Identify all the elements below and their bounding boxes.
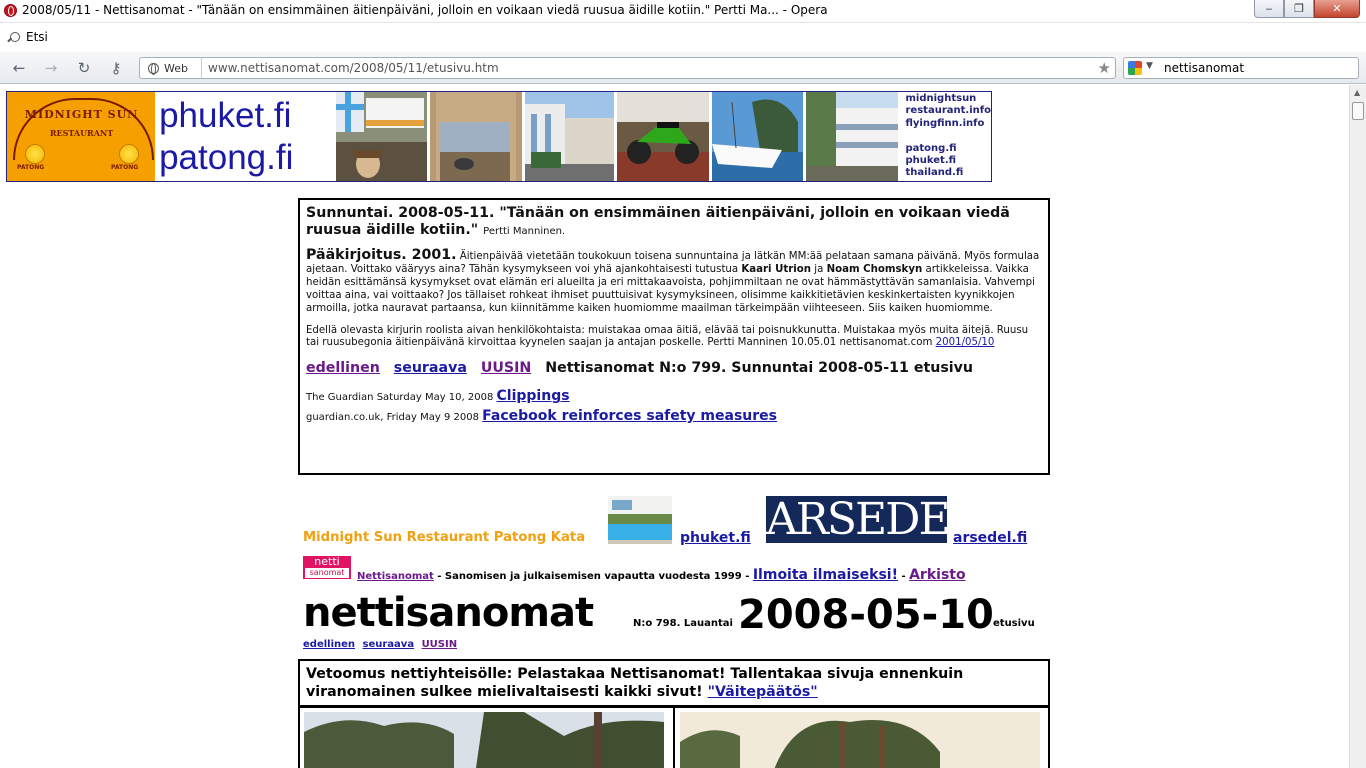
banner-link[interactable]: restaurant.info <box>905 105 991 117</box>
appeal-text: Vetoomus nettiyhteisölle: Pelastakaa Nettisanomat! Tallentakaa sivuja ennenkuin viranomainen sulkee mielivaltaisesti kaikki sivut! <box>306 666 964 700</box>
search-menu-item[interactable] <box>10 30 48 44</box>
trees-photo[interactable] <box>680 712 1040 768</box>
photo-divider <box>673 708 675 768</box>
globe-icon <box>148 63 159 74</box>
window-controls <box>1254 0 1360 18</box>
author-name: Noam Chomskyn <box>826 263 923 275</box>
author-name: Kaari Utrion <box>741 263 812 275</box>
phuket-ad-link[interactable]: phuket.fi <box>680 530 751 546</box>
forest-photo[interactable] <box>304 712 664 768</box>
tagline: Nettisanomat - Sanomisen ja julkaisemisen vapautta vuodesta 1999 - Ilmoita ilmaiseksi! - Arkisto <box>357 567 966 583</box>
next-issue-link[interactable]: seuraava <box>393 360 467 377</box>
banner-link[interactable]: thailand.fi <box>905 167 964 179</box>
banner-photo-motorbike[interactable] <box>617 92 708 181</box>
masthead-issue: N:o 798. Lauantai <box>633 618 733 629</box>
maximize-button[interactable]: ❐ <box>1284 0 1314 18</box>
banner-link-list[interactable] <box>901 92 991 181</box>
search-menu-label: Etsi <box>26 30 48 44</box>
page-viewport <box>0 85 1349 768</box>
domain-phuket[interactable]: phuket.fi <box>159 96 292 135</box>
navigation-toolbar <box>0 52 1366 84</box>
free-ad-link[interactable]: Ilmoita ilmaiseksi! <box>752 567 898 583</box>
logo-title: MIDNIGHT SUN <box>24 108 139 121</box>
arsedel-ad-link[interactable]: arsedel.fi <box>953 530 1028 546</box>
appeal-box <box>298 659 1050 707</box>
ad-row <box>303 494 1063 549</box>
banner-photo-building[interactable] <box>525 92 614 181</box>
midnight-sun-logo[interactable] <box>7 92 155 181</box>
opera-logo-icon <box>4 4 17 17</box>
logo-text-top: netti <box>314 555 340 568</box>
photo-row <box>298 707 1050 768</box>
vertical-scrollbar[interactable] <box>1349 85 1366 768</box>
minimize-button[interactable]: ‒ <box>1254 0 1284 18</box>
banner-link[interactable]: flyingfinn.info <box>905 117 985 129</box>
main-article <box>298 198 1050 475</box>
personal-paragraph: Edellä olevasta kirjurin roolista aivan henkilökohtaista: muistakaa omaa äitiä, elävää tai poisnukkunutta. Muistakaa myös muita äitejä. Ruusu tai ruusubegonia äitienpäivänä kirvoittaa kyynelen saajan ja antajan poskelle. Pertti Manninen 10.05.01 nettisanomat.com 2001/05/10 <box>306 324 1029 349</box>
newest-issue-link[interactable]: UUSIN <box>480 360 532 377</box>
logo-left-text: PATONG <box>17 164 45 171</box>
newest-link[interactable]: UUSIN <box>421 639 458 650</box>
nettisanomat-logo[interactable] <box>303 556 351 579</box>
chevron-down-icon[interactable]: ▼ <box>1146 61 1153 71</box>
domain-patong[interactable]: patong.fi <box>159 138 294 177</box>
logo-subtitle: RESTAURANT <box>49 128 114 138</box>
search-input[interactable]: nettisanomat <box>1164 61 1245 75</box>
masthead-title: nettisanomat <box>303 590 594 636</box>
google-icon[interactable] <box>1128 61 1142 75</box>
menu-bar <box>0 27 1366 49</box>
reload-button[interactable]: ↻ <box>77 59 91 77</box>
arsedel-logo[interactable]: ARSEDEL <box>766 494 976 545</box>
wand-button[interactable]: ⚷ <box>110 59 122 77</box>
editorial-paragraph: Pääkirjoitus. 2001. Äitienpäivää vietetään toukokuun toisena sunnuntaina ja lätkän MM:ää pelataan samana päivänä. Myös formulaa ajetaan. Voittako vääryys aina? Tähän kysymykseen voi yhä ajankohtaisesti tutustua Kaari Utrion ja Noam Chomskyn artikkeleissa. Vaikka heidän esittämänsä kysymykset ovat elämän eri alueilta ja eri mittakaavoista, pohjimmiltaan ne ovat hämmästyttävän samanlaisia. Vahvempi voittaa aina, vai voittaako? Jos tällaiset rohkeat ihmiset puuttuisivat kysymyksineen, olisimme kaikkitietävien keskinkertaisten kyynikkojen armoilla, jotka nauravat partaansa, kun kiinnitämme kaiken huomiomme maailman tärkeimpään viihteeseen. Siis kaiken huomiomme. <box>306 247 1040 314</box>
logo-right-text: PATONG <box>111 164 139 171</box>
logo-text-bottom: sanomat <box>305 568 349 578</box>
nettisanomat-link[interactable]: Nettisanomat <box>357 571 434 582</box>
decision-link[interactable]: "Väitepäätös" <box>707 684 818 700</box>
archive-link[interactable]: Arkisto <box>909 567 966 583</box>
headline-author: Pertti Manninen. <box>483 226 566 237</box>
issue-label: Nettisanomat N:o 799. Sunnuntai 2008-05-11 etusivu <box>545 360 974 377</box>
references <box>306 387 1042 427</box>
bookmark-star-icon[interactable]: ★ <box>1097 59 1111 77</box>
title-bar <box>0 0 1366 23</box>
url-text[interactable] <box>208 61 499 75</box>
banner-photo-hotel[interactable] <box>806 92 897 181</box>
banner-link[interactable]: midnightsun <box>905 93 977 104</box>
url-path: /2008/05/11/etusivu.htm <box>349 61 499 75</box>
banner-link[interactable]: patong.fi <box>905 142 957 154</box>
secondary-navigation <box>303 639 461 650</box>
banner-photo-boat[interactable] <box>712 92 803 181</box>
scroll-up-icon[interactable]: ▲ <box>1354 88 1361 97</box>
sun-icon <box>25 144 45 164</box>
top-banner <box>6 91 992 182</box>
next-link[interactable]: seuraava <box>362 639 415 650</box>
forward-button[interactable]: → <box>44 59 58 77</box>
back-button[interactable]: ← <box>12 59 26 77</box>
masthead-etusivu: etusivu <box>993 618 1035 629</box>
prev-issue-link[interactable]: edellinen <box>306 360 380 377</box>
sun-icon <box>119 144 139 164</box>
masthead-date: 2008-05-10 <box>738 592 994 638</box>
site-info-button[interactable] <box>140 58 202 78</box>
issue-navigation <box>306 362 1042 375</box>
prev-link[interactable]: edellinen <box>303 639 356 650</box>
close-button[interactable]: ✕ <box>1314 0 1360 18</box>
url-host: www.nettisanomat.com <box>208 61 350 75</box>
archive-date-link[interactable]: 2001/05/10 <box>935 337 995 349</box>
web-label: Web <box>164 61 188 75</box>
banner-link[interactable]: phuket.fi <box>905 155 957 167</box>
masthead <box>303 589 1063 637</box>
scroll-thumb[interactable] <box>1352 102 1364 120</box>
pool-photo[interactable] <box>608 496 672 544</box>
address-bar[interactable] <box>139 57 1116 79</box>
reference-source: The Guardian Saturday May 10, 2008 <box>306 392 494 404</box>
search-box[interactable] <box>1123 57 1359 79</box>
clippings-link[interactable]: Clippings <box>496 388 570 405</box>
banner-photo-restaurant[interactable] <box>336 92 427 181</box>
article-headline: Sunnuntai. 2008-05-11. "Tänään on ensimmäinen äitienpäiväni, jolloin en voikaan viedä ruusua äidille kotiin." Pertti Manninen. <box>306 205 1010 238</box>
editorial-title: Pääkirjoitus. 2001. <box>306 247 457 263</box>
banner-photo-sauna[interactable] <box>430 92 521 181</box>
reference-source: guardian.co.uk, Friday May 9 2008 <box>306 412 479 424</box>
banner-link-spacer <box>906 130 991 142</box>
facebook-article-link[interactable]: Facebook reinforces safety measures <box>482 408 777 425</box>
nettisanomat-info-line <box>303 555 1063 583</box>
window-title: 2008/05/11 - Nettisanomat - "Tänään on ensimmäinen äitienpäiväni, jolloin en voikaan viedä ruusua äidille kotiin." Pertti Ma... - Opera <box>22 3 828 17</box>
banner-domains[interactable] <box>155 92 336 181</box>
search-icon <box>10 32 20 42</box>
midnight-sun-ad-text[interactable]: Midnight Sun Restaurant Patong Kata <box>303 530 586 545</box>
